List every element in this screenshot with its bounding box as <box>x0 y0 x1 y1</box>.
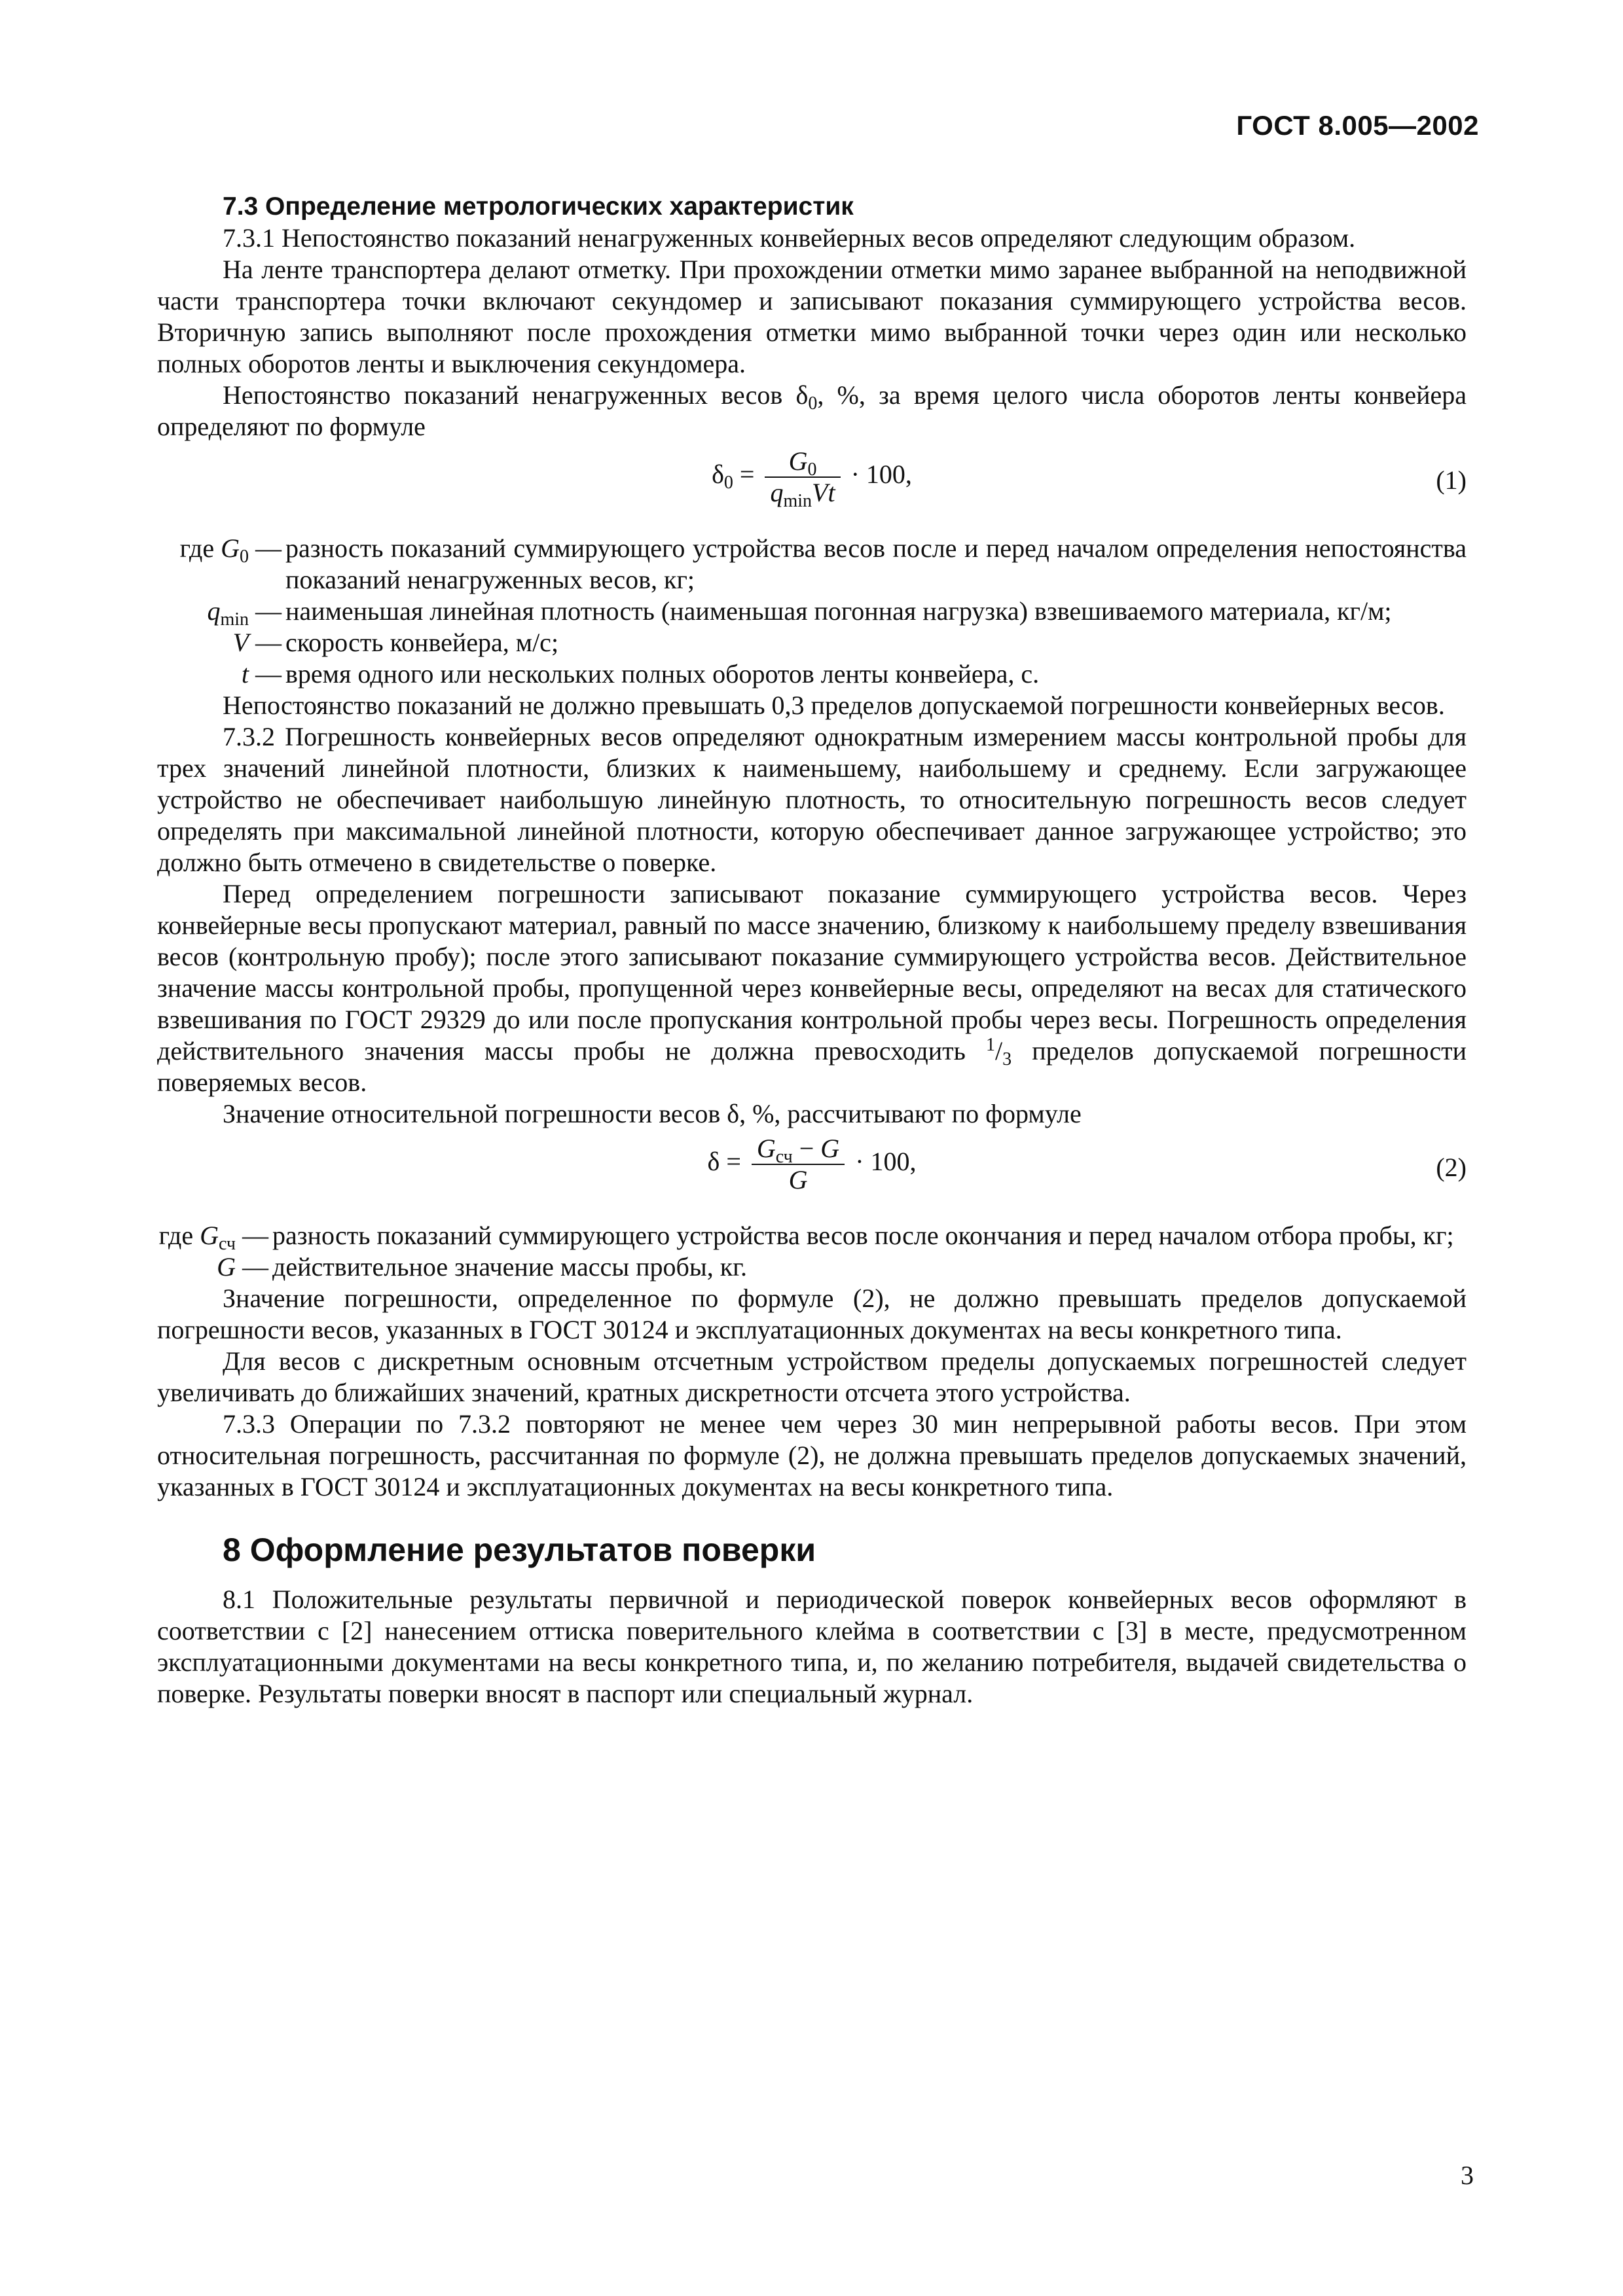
definition-text: скорость конвейера, м/с; <box>285 628 559 657</box>
definition-dash: — <box>236 1221 268 1250</box>
document-code: ГОСТ 8.005—2002 <box>1236 110 1479 141</box>
denominator-variable: G <box>788 1165 808 1194</box>
definition-text: разность показаний суммирующего устройства весов после окончания и перед началом отбора пробы, кг; <box>272 1221 1454 1250</box>
definition-symbol <box>157 533 285 596</box>
paragraph-instability-limit: Непостоянство показаний не должно превышать 0,3 пределов допускаемой погрешности конвейерных весов. <box>223 691 1445 720</box>
paragraph-relative-error-intro: Значение относительной погрешности весов δ, %, рассчитывают по формуле <box>223 1099 1082 1128</box>
formula-2-expression <box>157 1134 1467 1195</box>
definition-item <box>157 533 1467 596</box>
formula-2-number: (2) <box>1436 1153 1467 1182</box>
denominator-variable: q <box>770 478 784 507</box>
superscript: 1 <box>985 1035 995 1055</box>
fraction-denominator <box>752 1165 845 1195</box>
definition-dash: — <box>249 628 282 657</box>
paragraph-marking: На ленте транспортера делают отметку. При прохождении отметки мимо заранее выбранной на неподвижной части транспортера точки включают секундомер и записывают показания суммирующего устройства весов. Вторичную запись выполняют после прохождения отметки мимо выбранной точки через один или несколько полных оборотов ленты и выключения секундомера. <box>157 255 1467 378</box>
definition-variable: G <box>200 1221 219 1250</box>
section-8-title: 8 Оформление результатов поверки <box>223 1532 816 1568</box>
fraction-numerator <box>765 446 840 478</box>
paragraph-error-limit: Значение погрешности, определенное по формуле (2), не должно превышать пределов допускаемой погрешности весов, указанных в ГОСТ 30124 и эксплуатационных документах на весы конкретного типа. <box>157 1283 1467 1344</box>
formula-1 <box>157 446 1467 526</box>
text-segment: пределов допускаемой погрешности поверяемых весов. <box>157 1036 1467 1097</box>
definition-text: наименьшая линейная плотность (наименьшая погонная нагрузка) взвешиваемого материала, кг/м; <box>285 596 1392 626</box>
paragraph-control-sample <box>157 878 1467 1098</box>
paragraph-discrete-device: Для весов с дискретным основным отсчетным устройством пределы допускаемых погрешностей следует увеличивать до ближайших значений, кратных дискретности отсчета этого устройства. <box>157 1346 1467 1407</box>
paragraph-7-3-2: 7.3.2 Погрешность конвейерных весов определяют однократным измерением массы контрольной пробы для трех значений линейной плотности, близких к наименьшему, наибольшему и среднему. Если загружающее устройство не обеспечивает наибольшую линейную плотность, то относительную погрешность весов следует определять при максимальной линейной плотности, которую обеспечивает данное загружающее устройство; это должно быть отмечено в свидетельстве о поверке. <box>157 722 1467 877</box>
numerator-variable: G <box>788 446 808 476</box>
formula-1-number: (1) <box>1436 465 1467 495</box>
formula-lhs: δ <box>707 1147 720 1177</box>
numerator-subscript: сч <box>775 1147 793 1167</box>
definition-dash: — <box>249 533 282 563</box>
text-segment: , %, за время целого числа оборотов ленты конвейера определяют по формуле <box>157 380 1467 441</box>
formula-lhs <box>712 459 733 493</box>
definition-variable: G <box>221 533 240 563</box>
minus-sign: − <box>792 1134 821 1163</box>
formula-2-fraction <box>752 1134 845 1195</box>
numerator-variable: G <box>756 1134 776 1163</box>
equals-sign: = <box>733 459 761 490</box>
subscript: 3 <box>1002 1049 1012 1069</box>
definition-symbol <box>157 627 285 658</box>
numerator-subscript: 0 <box>807 459 817 480</box>
numerator-variable-2: G <box>820 1134 840 1163</box>
formula-tail: · 100, <box>848 1147 917 1177</box>
definition-prefix: где <box>179 533 221 563</box>
definition-symbol <box>157 1251 272 1283</box>
lhs-subscript: 0 <box>723 473 733 493</box>
denominator-subscript: min <box>783 491 812 511</box>
definition-variable: q <box>207 596 221 626</box>
definition-subscript: min <box>220 609 249 630</box>
paragraph-7-3-3: 7.3.3 Операции по 7.3.2 повторяют не менее чем через 30 мин непрерывной работы весов. При этом относительная погрешность, рассчитанная по формуле (2), не должна превышать пределов допускаемых значений, указанных в ГОСТ 30124 и эксплуатационных документах на весы конкретного типа. <box>157 1409 1467 1501</box>
paragraph-instability-formula-intro <box>157 380 1467 442</box>
paragraph-7-3-1: 7.3.1 Непостоянство показаний ненагруженных конвейерных весов определяют следующим образом. <box>223 223 1356 253</box>
definition-symbol <box>157 596 285 630</box>
definition-text: время одного или нескольких полных оборотов ленты конвейера, с. <box>285 659 1040 689</box>
definition-variable: G <box>217 1252 236 1282</box>
formula-1-expression <box>157 446 1467 511</box>
definition-variable: V <box>232 628 249 657</box>
definition-subscript: 0 <box>240 547 249 567</box>
denominator-variable-2: Vt <box>812 478 835 507</box>
text-segment: Перед определением погрешности записывают показание суммирующего устройства весов. Через конвейерные весы пропускают материал, равный по массе значению, близкому к наибольшему пределу взвешивания весов (контрольную пробу); после этого записывают показание суммирующего устройства весов. Действительное значение массы контрольной пробы, пропущенной через конвейерные весы, определяют на весах для статического взвешивания по ГОСТ 29329 до или после пропускания контрольной пробы через весы. Погрешность определения действительного значения массы пробы не должна превосходить <box>157 879 1467 1066</box>
definition-item <box>157 1220 1467 1254</box>
definition-text: разность показаний суммирующего устройства весов после и перед началом определения непостоянства показаний ненагруженных весов, кг; <box>285 533 1467 594</box>
formula-2 <box>157 1134 1467 1213</box>
definitions-formula-2 <box>157 1220 1467 1283</box>
paragraph-8-1: 8.1 Положительные результаты первичной и периодической поверок конвейерных весов оформляют в соответствии с [2] нанесением оттиска поверительного клейма в соответствии с [3] в месте, предусмотренном эксплуатационными документами на весы конкретного типа, и, по желанию потребителя, выдачей свидетельства о поверке. Результаты поверки вносят в паспорт или специальный журнал. <box>157 1585 1467 1708</box>
definition-subscript: сч <box>219 1234 236 1254</box>
definition-item <box>157 658 1467 690</box>
definition-symbol <box>157 658 285 690</box>
formula-tail: · 100, <box>844 459 912 490</box>
definition-item <box>157 596 1467 630</box>
definition-symbol <box>157 1220 272 1254</box>
document-body <box>157 191 1467 1710</box>
definition-dash: — <box>249 596 282 626</box>
fraction-numerator <box>752 1134 845 1165</box>
lhs-symbol: δ <box>712 459 724 490</box>
text-segment: Непостоянство показаний ненагруженных весов δ <box>223 380 809 410</box>
definition-variable: t <box>241 659 249 689</box>
subscript: 0 <box>808 393 818 414</box>
formula-1-fraction <box>765 446 840 511</box>
page-number: 3 <box>1461 2161 1474 2190</box>
definition-dash: — <box>236 1252 268 1282</box>
definition-dash: — <box>249 659 282 689</box>
fraction-slash: / <box>994 1036 1003 1066</box>
definitions-formula-1 <box>157 533 1467 690</box>
definition-prefix: где <box>158 1221 200 1250</box>
equals-sign: = <box>720 1147 748 1177</box>
section-7-3-title: 7.3 Определение метрологических характеристик <box>223 192 854 221</box>
definition-item <box>157 627 1467 658</box>
definition-item <box>157 1251 1467 1283</box>
fraction-denominator <box>765 478 840 511</box>
definition-text: действительное значение массы пробы, кг. <box>272 1252 748 1282</box>
